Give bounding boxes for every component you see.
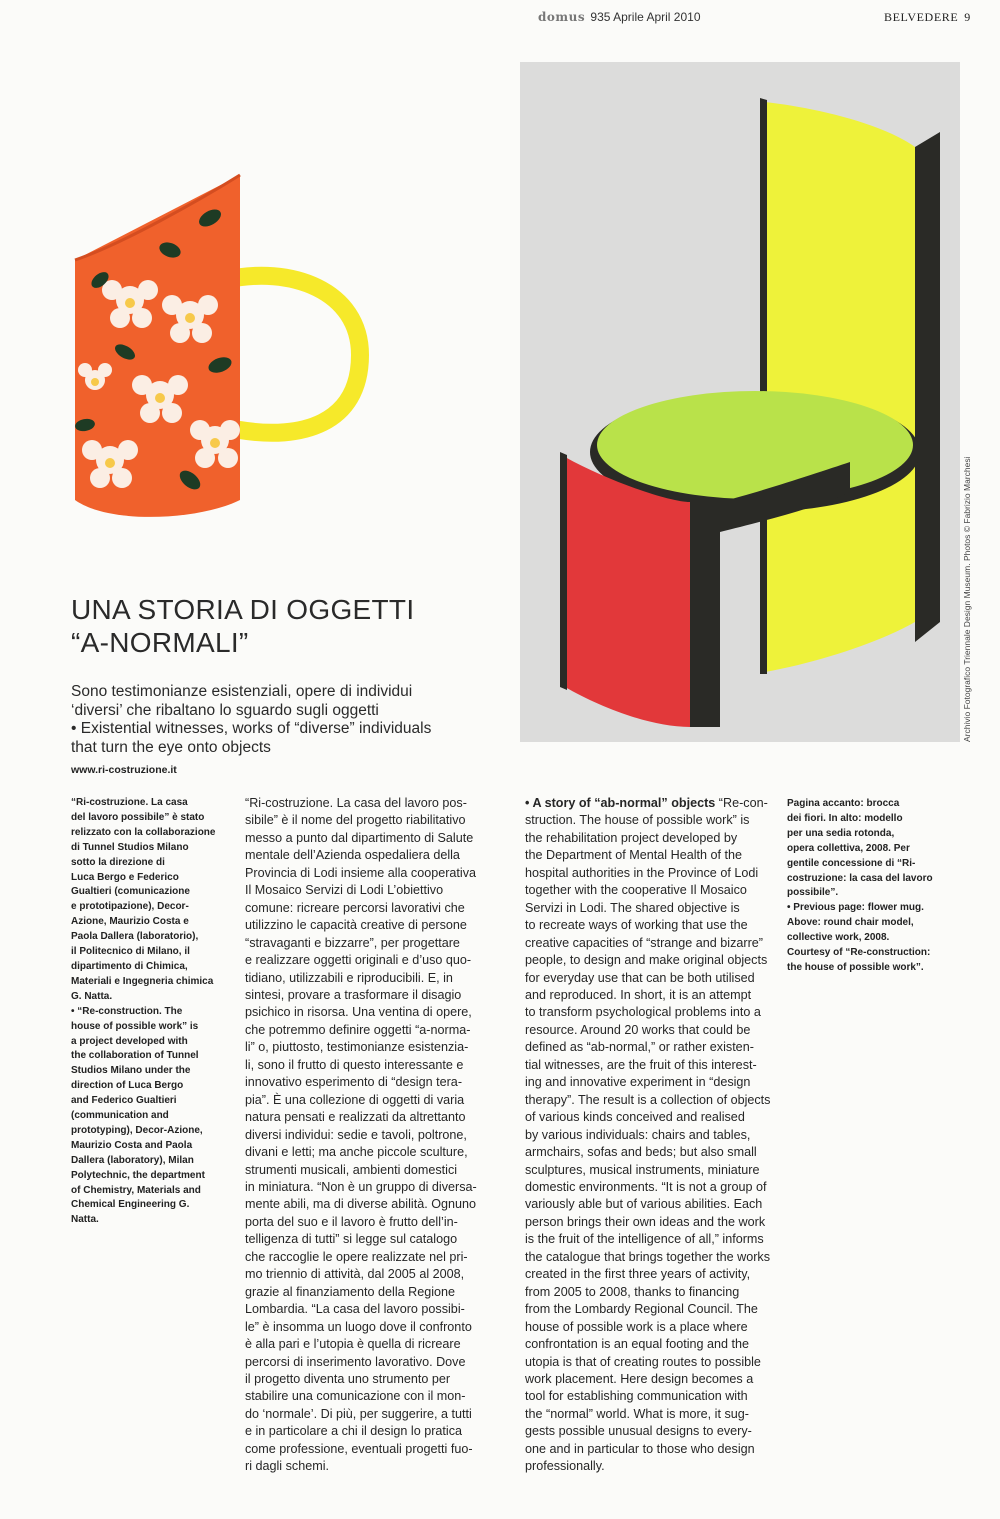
paragraph-line: Polytechnic, the department: [71, 1169, 205, 1181]
paragraph-line: porta del suo e il lavoro è frutto dell’in-: [245, 1214, 458, 1229]
paragraph-line: together with the cooperative Il Mosaico: [525, 883, 747, 898]
paragraph-line: domestic environments. “It is not a group of: [525, 1179, 767, 1194]
paragraph-line: Maurizio Costa and Paola: [71, 1139, 193, 1151]
website-link[interactable]: www.ri-costruzione.it: [71, 764, 177, 776]
paragraph-line: struction. The house of possible work” is: [525, 813, 750, 828]
paragraph-line: utilizzino le capacità creative di persone: [245, 918, 467, 933]
paragraph-line: of Chemistry, Materials and: [71, 1184, 201, 1196]
paragraph-line: house of possible work” is: [71, 1020, 199, 1032]
paragraph-line: e prototipazione), Decor-: [71, 901, 189, 913]
paragraph-line: il Politecnico di Milano, il: [71, 946, 190, 958]
paragraph-line: utopia is that of creating routes to possible: [525, 1354, 761, 1369]
paragraph-line: grazie al finanziamento della Regione: [245, 1284, 456, 1299]
paragraph-line: possibile”.: [787, 887, 839, 899]
paragraph-line: the catalogue that brings together the works: [525, 1249, 771, 1264]
photo-credit: Archivio Fotografico Triennale Design Museum. Photos © Fabrizio Marchesi: [962, 456, 972, 742]
paragraph-line: gentile concessione di “Ri-: [787, 857, 916, 869]
paragraph-line: che potremmo definire oggetti “a-norma-: [245, 1022, 471, 1037]
title-line: UNA STORIA DI OGGETTI: [71, 594, 415, 625]
paragraph-line: “Ri-costruzione. La casa del lavoro pos-: [245, 796, 467, 810]
paragraph-line: stabilire una comunicazione con il mon-: [245, 1389, 466, 1404]
paragraph-line: gests possible unusual designs to every-: [525, 1424, 752, 1439]
paragraph-line: sibile” è il nome del progetto riabilitativo: [245, 813, 466, 828]
paragraph-line: sintesi, provare a trasformare il disagio: [245, 987, 462, 1002]
paragraph-line: percorsi di inserimento lavorativo. Dove: [245, 1354, 466, 1369]
paragraph-line: come professione, eventuali progetti fuo-: [245, 1441, 473, 1456]
article-subtitle: [71, 683, 511, 757]
image-caption: [787, 797, 957, 976]
paragraph-line: resource. Around 20 works that could be: [525, 1022, 751, 1037]
paragraph-line: prototyping), Decor-Azione,: [71, 1124, 203, 1136]
paragraph-line: to recreate ways of working that use the: [525, 918, 748, 933]
credits-caption: [71, 796, 231, 1228]
issue-header: [538, 10, 701, 24]
paragraph-line: ing and innovative experiment in “design: [525, 1075, 751, 1090]
paragraph-line: armchairs, sofas and beds; but also small: [525, 1145, 757, 1160]
paragraph-line: e in particolare a chi il design lo pratica: [245, 1424, 463, 1439]
paragraph-line: to transform psychological problems into a: [525, 1005, 761, 1020]
paragraph-line: by various individuals: chairs and tables,: [525, 1127, 751, 1142]
paragraph-line: people, to design and make original objects: [525, 953, 768, 968]
paragraph-line: a project developed with: [71, 1035, 188, 1047]
paragraph-line: innovativo esperimento di “design tera-: [245, 1075, 463, 1090]
paragraph-line: • Previous page: flower mug.: [787, 902, 924, 914]
paragraph-line: strumenti musicali, ambienti domestici: [245, 1162, 458, 1177]
paragraph-line: li, sono il frutto di questo interessante e: [245, 1057, 464, 1072]
paragraph-line: the collaboration of Tunnel: [71, 1050, 199, 1062]
paragraph-line: hospital authorities in the Province of Lodi: [525, 865, 759, 880]
paragraph-line: è alla pari e l’utopia è quella di ricreare: [245, 1337, 461, 1352]
subtitle-line: Sono testimonianze esistenziali, opere di individui: [71, 683, 413, 700]
paragraph-line: house of possible work is a place where: [525, 1319, 748, 1334]
paragraph-line: for everyday use that can be both utilised: [525, 970, 755, 985]
paragraph-line: diversi individui: sedie e tavoli, poltrone,: [245, 1127, 467, 1142]
paragraph-line: divani e letti; ma anche piccole sculture,: [245, 1145, 468, 1160]
section-name: BELVEDERE: [884, 10, 959, 24]
paragraph-line: li” o, piuttosto, testimonianze esistenzia-: [245, 1040, 469, 1055]
paragraph-line: direction of Luca Bergo: [71, 1080, 184, 1092]
paragraph-line: creative capacities of “strange and bizarre”: [525, 935, 763, 950]
paragraph-line: tool for establishing communication with: [525, 1389, 748, 1404]
paragraph-line: pia”. È una collezione di oggetti di varia: [245, 1092, 465, 1107]
paragraph-line: per una sedia rotonda,: [787, 827, 895, 839]
paragraph-line: Gualtieri (comunicazione: [71, 886, 190, 898]
page-number: 9: [964, 10, 971, 24]
paragraph-line: the Department of Mental Health of the: [525, 848, 743, 863]
paragraph-line: tial witnesses, are the fruit of this interest-: [525, 1057, 757, 1072]
article-title: [71, 593, 414, 659]
paragraph-line: Servizi in Lodi. The shared objective is: [525, 900, 740, 915]
paragraph-line: Paola Dallera (laboratorio),: [71, 931, 199, 943]
paragraph-line: psichico in risorsa. Una ventina di opere,: [245, 1005, 472, 1020]
paragraph-line: di Tunnel Studios Milano: [71, 841, 189, 853]
paragraph-line: G. Natta.: [71, 990, 113, 1002]
paragraph-line: in miniatura. “Non è un gruppo di diversa-: [245, 1179, 477, 1194]
paragraph-line: comune: ricreare percorsi lavorativi che: [245, 900, 465, 915]
italian-text-column: [245, 795, 490, 1476]
subtitle-line: that turn the eye onto objects: [71, 738, 271, 756]
paragraph-line: do ‘normale’. Di più, per suggerire, a tutti: [245, 1406, 472, 1421]
paragraph-line: from 2005 to 2008, thanks to financing: [525, 1284, 740, 1299]
english-text-column: [525, 795, 770, 1476]
paragraph-line: • “Re-construction. The: [71, 1005, 183, 1017]
paragraph-line: (communication and: [71, 1110, 169, 1122]
flower-mug-photo: [40, 140, 490, 540]
magazine-brand: domus: [538, 10, 586, 24]
paragraph-line: of various kinds conceived and realised: [525, 1110, 745, 1125]
section-header: [884, 10, 971, 25]
paragraph-line: mentale dell’Azienda ospedaliera della: [245, 848, 460, 863]
subtitle-line: • Existential witnesses, works of “diverse” individuals: [71, 720, 432, 737]
paragraph-line: e realizzare oggetti originali e d’uso quo-: [245, 953, 472, 968]
paragraph-line: opera collettiva, 2008. Per: [787, 842, 910, 854]
paragraph-line: Chemical Engineering G.: [71, 1199, 190, 1211]
paragraph-line: professionally.: [525, 1459, 605, 1474]
paragraph-line: and Federico Gualtieri: [71, 1095, 177, 1107]
paragraph-line: one and in particular to those who design: [525, 1441, 755, 1456]
paragraph-line: confrontation is an equal footing and the: [525, 1337, 750, 1352]
paragraph-line: il progetto diventa uno strumento per: [245, 1371, 451, 1386]
paragraph-line: ri dagli schemi.: [245, 1459, 329, 1474]
paragraph-line: dipartimento di Chimica,: [71, 960, 188, 972]
paragraph-line: Luca Bergo e Federico: [71, 871, 179, 883]
paragraph-line: therapy”. The result is a collection of objects: [525, 1092, 771, 1107]
paragraph-line: the house of possible work”.: [787, 961, 924, 973]
round-chair-photo: [520, 62, 960, 742]
paragraph-line: “Ri-costruzione. La casa: [71, 797, 188, 808]
subtitle-line: ‘diversi’ che ribaltano lo sguardo sugli oggetti: [71, 701, 379, 719]
paragraph-line: Il Mosaico Servizi di Lodi L’obiettivo: [245, 883, 444, 898]
paragraph-line: Pagina accanto: brocca: [787, 798, 900, 809]
paragraph-line: Azione, Maurizio Costa e: [71, 916, 189, 928]
paragraph-line: Natta.: [71, 1214, 99, 1226]
paragraph-line: telligenza di tutti” si legge sul catalogo: [245, 1232, 458, 1247]
english-first-line: [525, 795, 770, 812]
paragraph-line: Lombardia. “La casa del lavoro possibi-: [245, 1302, 465, 1317]
paragraph-line: messo a punto dal dipartimento di Salute: [245, 830, 474, 845]
paragraph-line: relizzato con la collaborazione: [71, 826, 216, 838]
issue-info: 935 Aprile April 2010: [590, 10, 701, 24]
paragraph-line: Dallera (laboratory), Milan: [71, 1154, 194, 1166]
paragraph-line: sculptures, musical instruments, miniature: [525, 1162, 760, 1177]
paragraph-line: and reproduced. In short, it is an attempt: [525, 987, 752, 1002]
paragraph-line: sotto la direzione di: [71, 856, 165, 868]
paragraph-line: natura pensati e realizzati da altrettanto: [245, 1110, 466, 1125]
paragraph-line: from the Lombardy Regional Council. The: [525, 1302, 758, 1317]
flower-mug-illustration: [40, 140, 490, 540]
paragraph-line: del lavoro possibile” è stato: [71, 811, 205, 823]
paragraph-line: Materiali e Ingegneria chimica: [71, 975, 214, 987]
paragraph-line: costruzione: la casa del lavoro: [787, 872, 933, 884]
paragraph-line: Courtesy of “Re-construction:: [787, 947, 931, 959]
paragraph-line: “Re-con-: [715, 796, 768, 810]
paragraph-line: work placement. Here design becomes a: [525, 1371, 754, 1386]
paragraph-line: collective work, 2008.: [787, 932, 890, 944]
title-line: “A-NORMALI”: [71, 627, 249, 658]
paragraph-line: person brings their own ideas and the work: [525, 1214, 766, 1229]
paragraph-line: “stravaganti e bizzarre”, per progettare: [245, 935, 460, 950]
paragraph-line: Studios Milano under the: [71, 1065, 191, 1077]
round-chair-illustration: [520, 62, 960, 742]
paragraph-line: variously able but of various abilities. Each: [525, 1197, 763, 1212]
paragraph-line: defined as “ab-normal,” or rather existen-: [525, 1040, 754, 1055]
paragraph-line: Above: round chair model,: [787, 917, 914, 929]
paragraph-line: mo triennio di attività, dal 2005 al 2008,: [245, 1267, 465, 1282]
paragraph-line: Provincia di Lodi insieme alla cooperativa: [245, 865, 477, 880]
paragraph-line: the rehabilitation project developed by: [525, 830, 738, 845]
paragraph-line: is the fruit of the intelligence of all,” informs: [525, 1232, 764, 1247]
paragraph-line: mente abili, ma di diverse abilità. Ognuno: [245, 1197, 477, 1212]
paragraph-line: le” è insomma un luogo dove il confronto: [245, 1319, 472, 1334]
paragraph-line: tidiano, utilizzabili e riproducibili. E, in: [245, 970, 453, 985]
paragraph-line: created in the first three years of activity,: [525, 1267, 751, 1282]
english-lead: • A story of “ab-normal” objects: [525, 796, 716, 810]
paragraph-line: the “normal” world. What is more, it sug-: [525, 1406, 749, 1421]
paragraph-line: che raccoglie le opere realizzate nel pri-: [245, 1249, 468, 1264]
paragraph-line: dei fiori. In alto: modello: [787, 812, 903, 824]
